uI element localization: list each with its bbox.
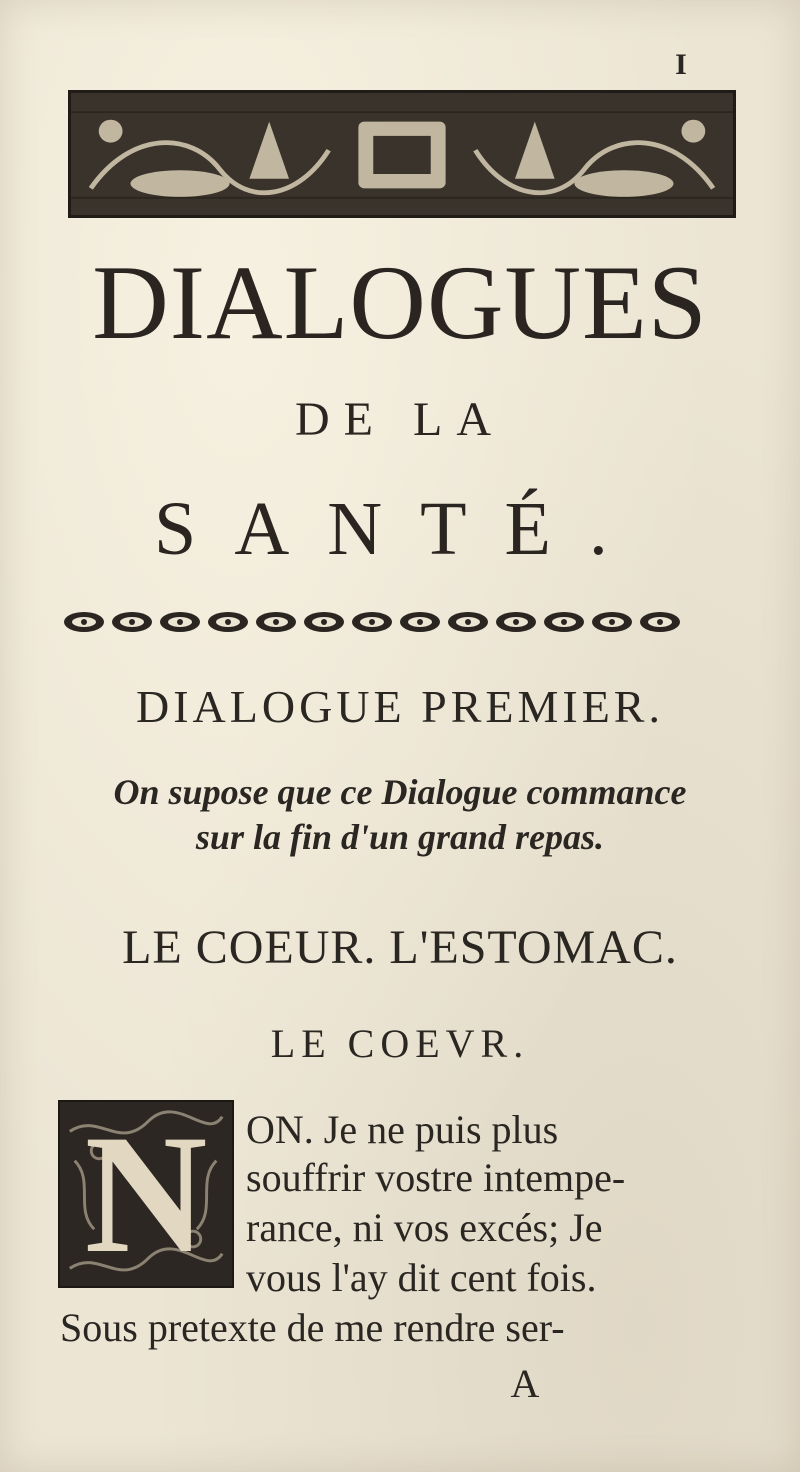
speakers-list: LE COEUR. L'ESTOMAC.: [122, 921, 678, 974]
preface-line-1: On supose que ce Dialogue commance: [113, 772, 687, 812]
drop-cap-letter: N: [84, 1100, 208, 1288]
title-line-2: DE LA: [295, 393, 505, 446]
preface-note: [40, 770, 760, 860]
drop-cap-initial: [58, 1100, 234, 1288]
speaker-label: LE COEVR.: [270, 1021, 530, 1066]
text-line-5: Sous pretexte de me rendre ser-: [60, 1305, 565, 1350]
title-line-3: SANTÉ.: [154, 487, 646, 571]
text-line-4: vous l'ay dit cent fois.: [246, 1255, 597, 1300]
preface-line-2: sur la fin d'un grand repas.: [195, 817, 605, 857]
book-title: DIALOGUES: [92, 244, 708, 361]
fleuron-rule: [62, 607, 698, 637]
page-number: I: [675, 48, 687, 81]
dialogue-heading: DIALOGUE PREMIER.: [136, 681, 664, 732]
text-line-1: ON. Je ne puis plus: [246, 1107, 559, 1152]
catchword: A: [510, 1361, 540, 1406]
text-line-2: souffrir vostre intempe-: [246, 1155, 626, 1200]
text-line-3: rance, ni vos excés; Je: [246, 1205, 603, 1250]
woodcut-headpiece: [68, 90, 736, 218]
